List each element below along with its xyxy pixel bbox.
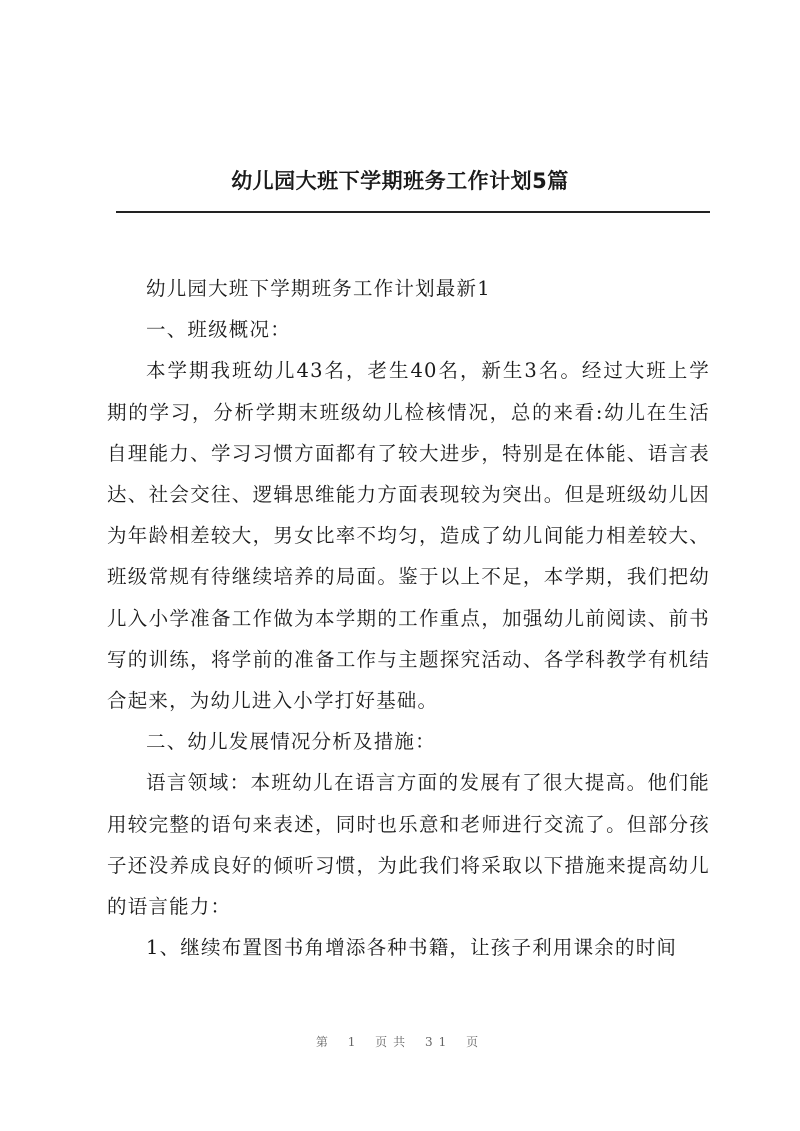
section-heading: 幼儿园大班下学期班务工作计划最新1 (146, 277, 491, 300)
page-footer (0, 1033, 800, 1050)
footer-current-page: 1 (347, 1035, 362, 1049)
title-divider (116, 211, 710, 213)
subheading-development-analysis: 二、幼儿发展情况分析及措施： (146, 730, 436, 754)
paragraph-measure-1: 1、继续布置图书角增添各种书籍，让孩子利用课余的时间 (146, 936, 678, 960)
paragraph-language-domain: 语言领域：本班幼儿在语言方面的发展有了很大提高。他们能用较完整的语句来表述，同时也乐意和老师进行交流了。但部分孩子还没养成良好的倾听习惯，为此我们将采取以下措施来提高幼儿的语言能力： (107, 771, 710, 919)
footer-total-pages: 31 (425, 1035, 453, 1049)
footer-label-of: 页共 (375, 1035, 412, 1049)
subheading-class-overview: 一、班级概况： (146, 318, 291, 342)
paragraph-class-overview: 本学期我班幼儿43名，老生40名，新生3名。经过大班上学期的学习，分析学期末班级幼儿检核情况，总的来看:幼儿在生活自理能力、学习习惯方面都有了较大进步，特别是在体能、语言表达、社会交往、逻辑思维能力方面表现较为突出。但是班级幼儿因为年龄相差较大，男女比率不均匀，造成了幼儿间能力相差较大、班级常规有待继续培养的局面。鉴于以上不足，本学期，我们把幼儿入小学准备工作做为本学期的工作重点，加强幼儿前阅读、前书写的训练，将学前的准备工作与主题探究活动、各学科教学有机结合起来，为幼儿进入小学打好基础。 (107, 359, 710, 713)
footer-label-pages: 页 (466, 1035, 485, 1049)
document-body (107, 268, 710, 968)
document-title: 幼儿园大班下学期班务工作计划5篇 (231, 169, 569, 193)
footer-label-page: 第 (315, 1035, 334, 1049)
